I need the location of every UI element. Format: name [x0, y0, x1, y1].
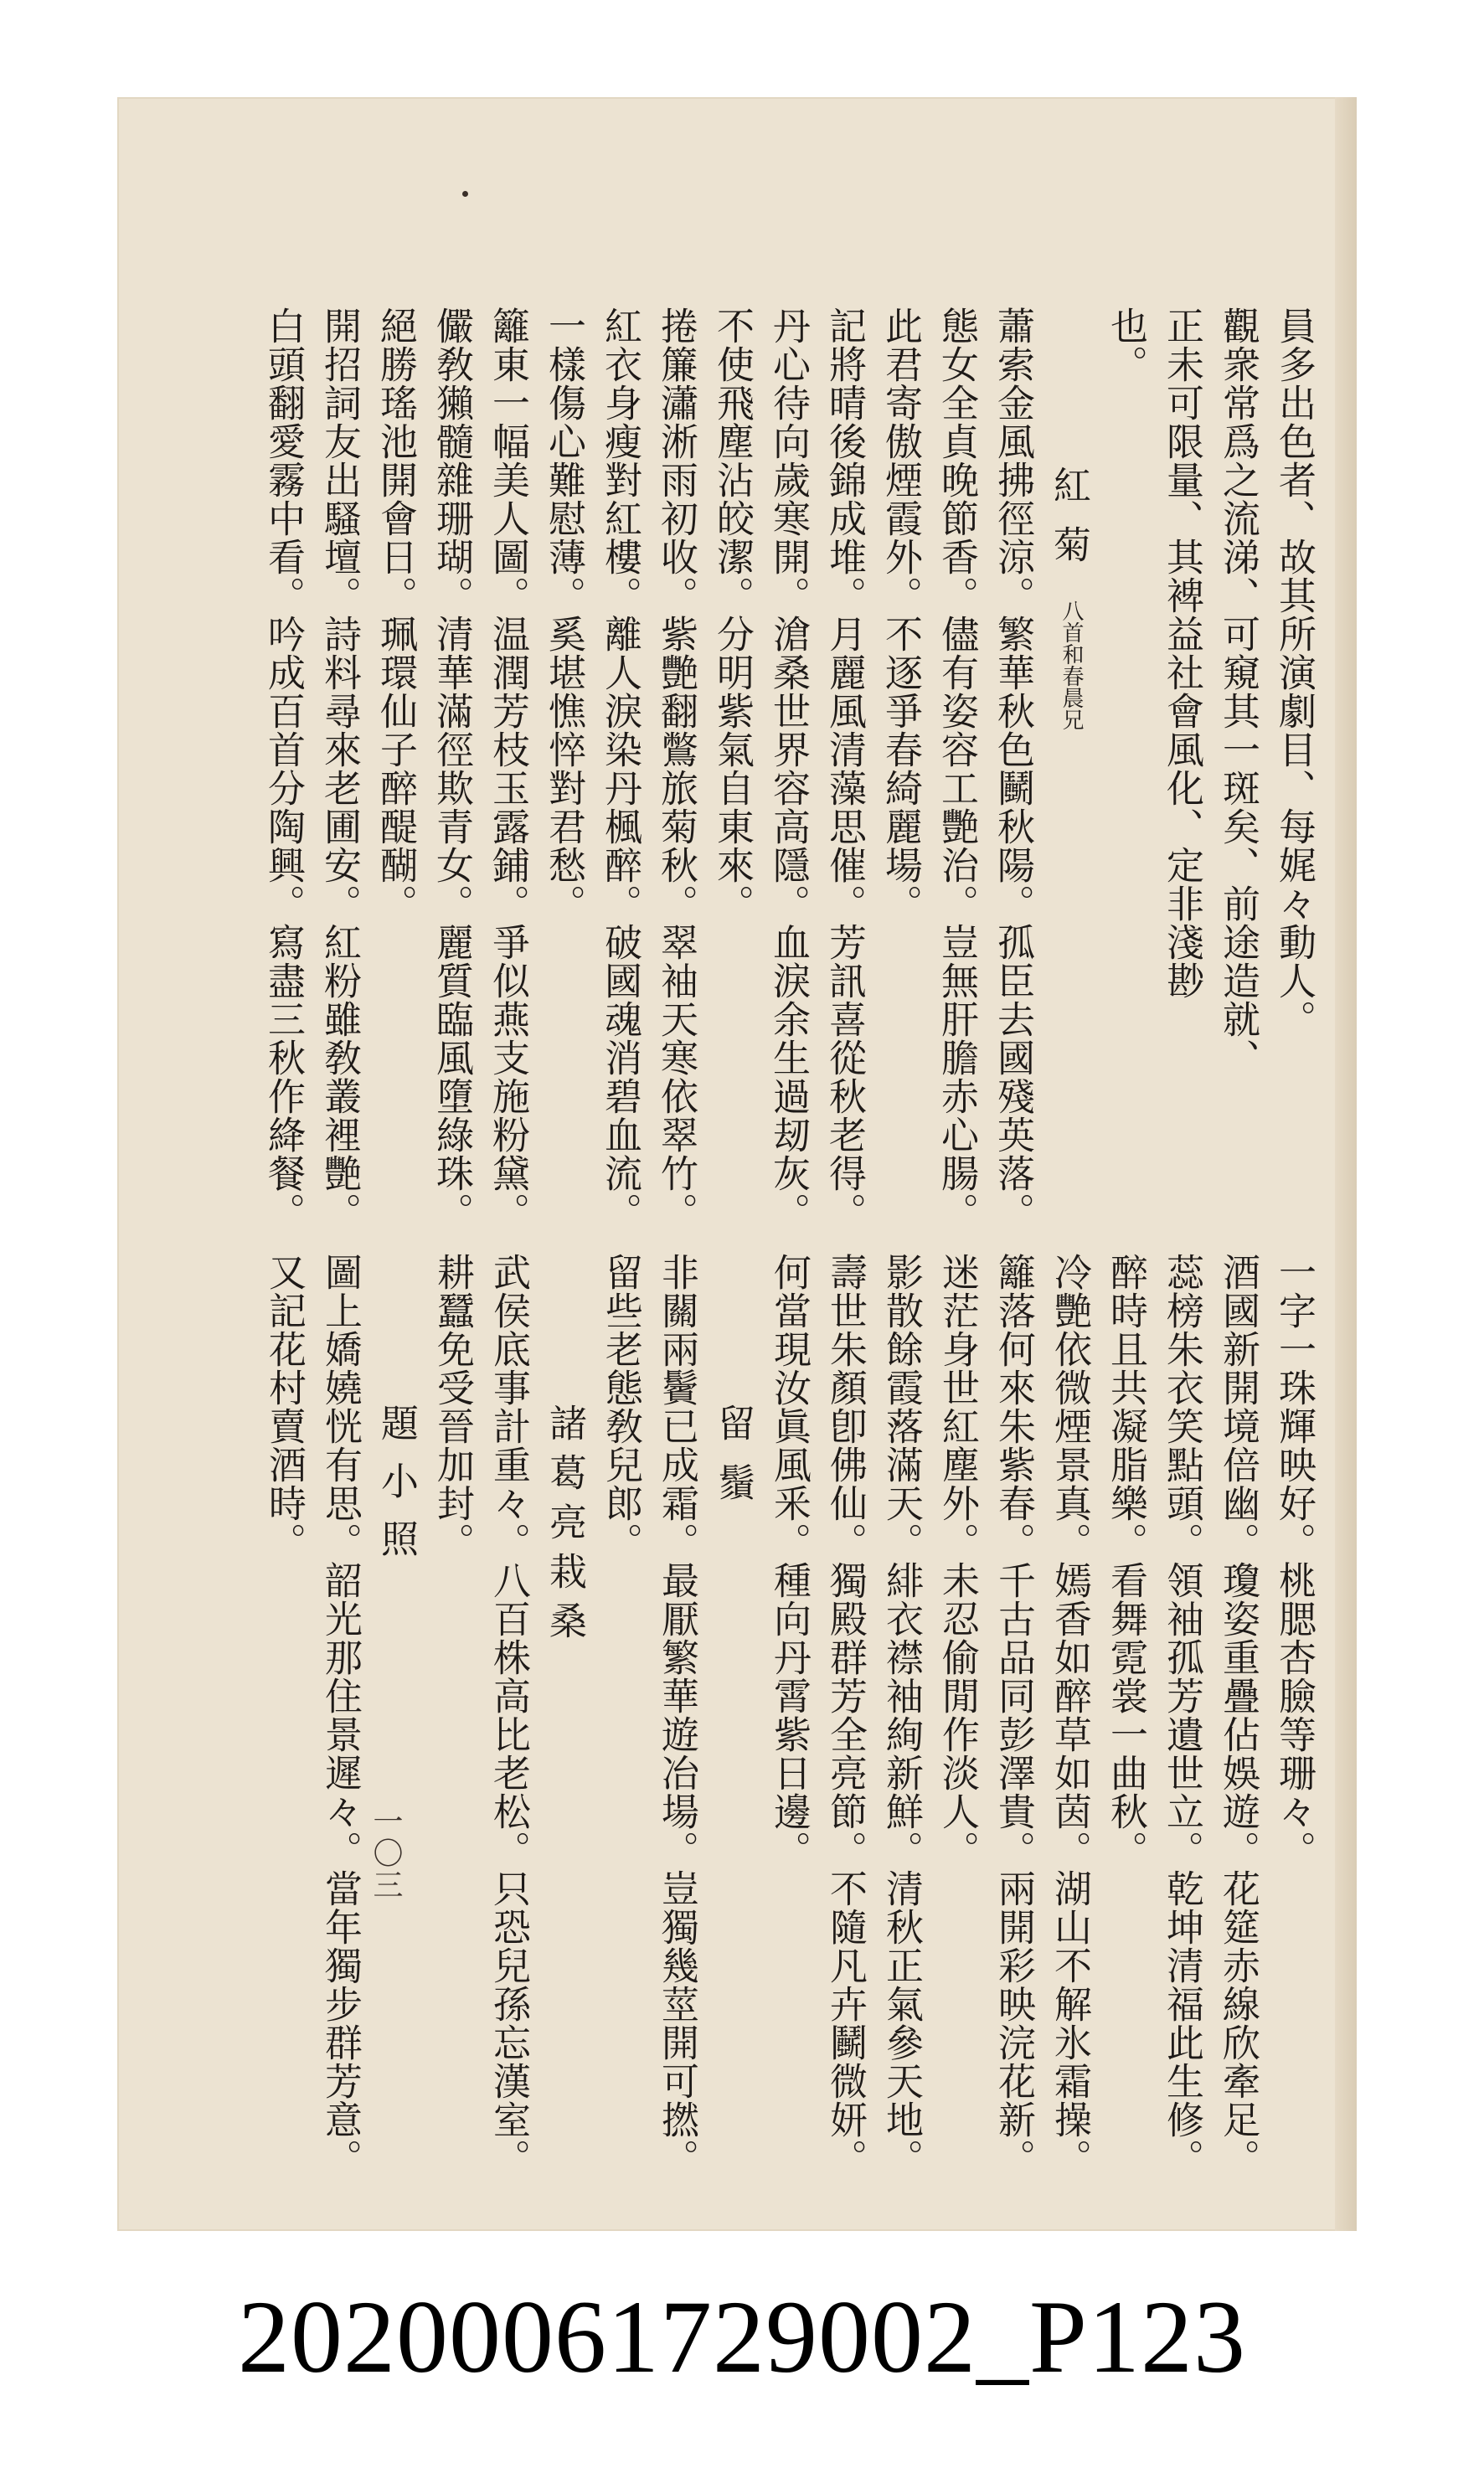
- poem-line: 影散餘霞落滿天。緋衣襟袖絢新鮮。清秋正氣參天地。: [879, 1253, 924, 2177]
- poem-line: 武侯底事計重々。八百株高比老松。只恐兒孫忘漢室。: [487, 1253, 531, 2177]
- poem-line: 迷茫身世紅塵外。未忍偷閒作淡人。: [935, 1253, 980, 1869]
- poem-title: 紅菊: [1047, 466, 1091, 585]
- book-page: [117, 97, 1357, 2231]
- poem-line: 醉時且共凝脂樂。看舞霓裳一曲秋。: [1104, 1253, 1148, 1869]
- poem-line: 籬東一幅美人圖。温潤芳枝玉露鋪。爭似燕支施粉黛。: [486, 307, 530, 1231]
- poem-line: 籬落何來朱紫春。千古品同彭澤貴。兩開彩映浣花新。: [992, 1253, 1036, 2177]
- poem-line: 開招詞友出騷壇。詩料尋來老圃安。紅粉雖敎叢裡艷。: [317, 307, 362, 1231]
- poem-line: 耕蠶免受晉加封。: [430, 1253, 475, 1561]
- poem-line: 一樣傷心難慰薄。奚堪憔悴對君愁。: [542, 307, 586, 923]
- poem-author: 八首和春晨兄: [1059, 600, 1084, 730]
- text-column: 觀衆常爲之流涕、可窺其一斑矣、前途造就、: [1216, 307, 1260, 1077]
- poem-line: 捲簾瀟淅雨初收。紫艷翻鷩旅菊秋。翠袖天寒依翠竹。: [654, 307, 698, 1231]
- poem-line: 非關兩鬢已成霜。最厭繁華遊冶場。豈獨幾莖開可撚。: [655, 1253, 699, 2177]
- image-label: 20200061729002_P123: [238, 2280, 1246, 2394]
- poem-line: 態女全貞晚節香。儘有姿容工艷治。豈無肝膽赤心腸。: [935, 307, 979, 1231]
- poem-line: 何當現汝眞風釆。種向丹霄紫日邊。: [767, 1253, 812, 1869]
- poem-line: 紅衣身瘦對紅樓。離人淚染丹楓醉。破國魂消碧血流。: [598, 307, 642, 1231]
- text-column: 員多出色者、故其所演劇目、每娓々動人。: [1272, 307, 1317, 1038]
- poem-line: 圖上嬌嬈恍有思。韶光那住景遲々。當年獨步群芳意。: [318, 1253, 363, 2177]
- poem-line: 又記花村賣酒時。: [262, 1253, 307, 1561]
- poem-title: 諸葛亮栽桑: [543, 1404, 587, 1651]
- poem-line: 壽世朱顏卽佛仙。獨殿群芳全亮節。不隨凡卉鬭微妍。: [823, 1253, 868, 2177]
- poem-line: 冷艷依微煙景真。嫣香如醉草如茵。湖山不解氷霜操。: [1048, 1253, 1092, 2177]
- poem-line: 留些老態敎兒郎。: [599, 1253, 643, 1561]
- poem-line: 酒國新開境倍幽。瓊姿重疊佔娛遊。花筵赤線欣牽足。: [1216, 1253, 1260, 2177]
- poem-line: 儼敎獺髓雜珊瑚。清華滿徑欺青女。麗質臨風墮綠珠。: [430, 307, 474, 1231]
- poem-line: 記將晴後錦成堆。月麗風清藻思催。芳訊喜從秋老得。: [822, 307, 867, 1231]
- poem-line: 絕勝瑤池開會日。珮環仙子醉醍醐。: [374, 307, 418, 923]
- ink-dot: [462, 191, 468, 197]
- poem-line: 不使飛塵沾皎潔。分明紫氣自東來。: [710, 307, 755, 923]
- poem-title: 留鬚: [711, 1404, 755, 1522]
- poem-line: 蕊榜朱衣笑點頭。領袖孤芳遺世立。乾坤清福此生修。: [1160, 1253, 1204, 2177]
- poem-line: 丹心待向歲寒開。滄桑世界容高隱。血淚余生過刼灰。: [766, 307, 811, 1231]
- text-column: 也。: [1104, 307, 1148, 384]
- poem-line: 此君寄傲煙霞外。不逐爭春綺麗場。: [879, 307, 923, 923]
- page-number: 一〇三: [368, 1806, 403, 1901]
- poem-line: 蕭索金風拂徑涼。繁華秋色鬭秋陽。孤臣去國殘英落。: [991, 307, 1035, 1231]
- page-edge: [1335, 97, 1357, 2231]
- poem-line: 一字一珠輝映好。桃腮杏臉等珊々。: [1272, 1253, 1317, 1869]
- text-column: 正未可限量、其裨益社會風化、定非淺尠: [1160, 307, 1204, 1000]
- poem-title: 題小照: [374, 1404, 419, 1577]
- poem-line: 白頭翻愛霧中看。吟成百首分陶興。寫盡三秋作絳餐。: [261, 307, 306, 1231]
